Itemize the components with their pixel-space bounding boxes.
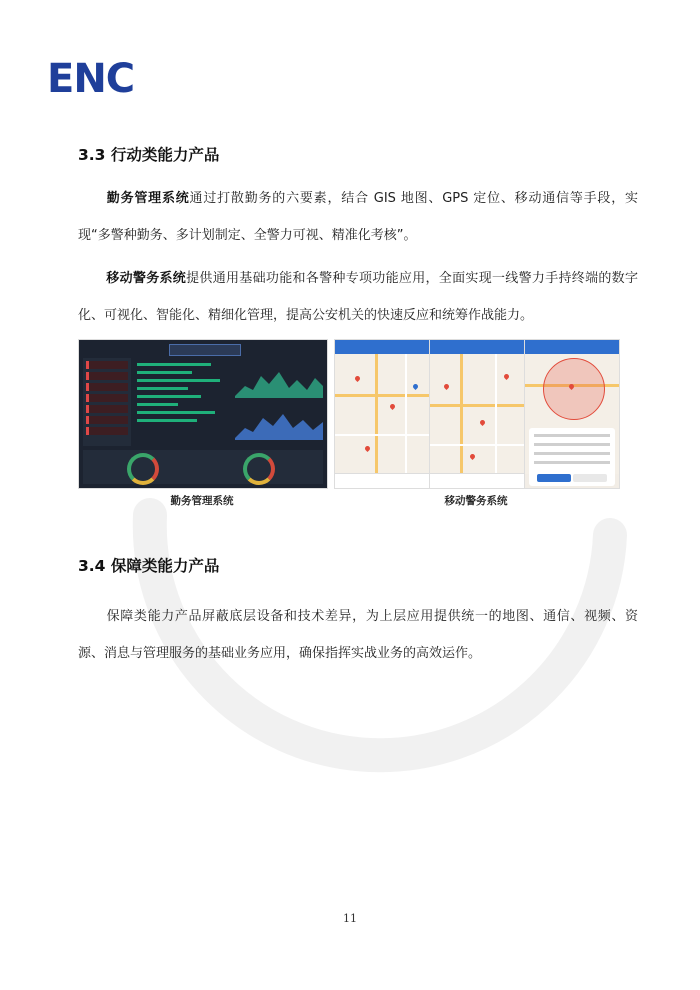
map-view xyxy=(525,354,619,474)
mobile-map-screenshot-2 xyxy=(429,339,525,489)
app-header xyxy=(335,340,429,354)
map-view xyxy=(335,354,429,474)
paragraph-support-products xyxy=(78,598,638,672)
mobile-police-desc: 提供通用基础功能和各警种专项功能应用，全面实现一线警力手持终端的数字化、可视化、智能化、精细化管理，提高公安机关的快速反应和统筹作战能力。 xyxy=(78,271,638,323)
caption-duty-management: 勤务管理系统 xyxy=(170,495,234,507)
dashboard-bars xyxy=(137,358,229,446)
mobile-police-term: 移动警务系统 xyxy=(106,271,187,286)
support-products-desc: 保障类能力产品屏蔽底层设备和技术差异，为上层应用提供统一的地图、通信、视频、资源、消息与管理服务的基础业务应用，确保指挥实战业务的高效运作。 xyxy=(78,609,638,661)
app-header xyxy=(430,340,524,354)
mobile-incident-screenshot xyxy=(524,339,620,489)
app-header xyxy=(525,340,619,354)
donut-chart-1 xyxy=(127,453,159,485)
mobile-map-screenshot-1 xyxy=(334,339,430,489)
section-34-heading: 3.4 保障类能力产品 xyxy=(78,557,220,575)
paragraph-mobile-police xyxy=(78,260,638,334)
page-number: 11 xyxy=(343,912,357,925)
logo xyxy=(47,58,157,100)
incident-card xyxy=(529,428,615,486)
dashboard-title-bar xyxy=(169,344,241,356)
duty-management-term: 勤务管理系统 xyxy=(106,191,190,206)
section-33-heading: 3.3 行动类能力产品 xyxy=(78,146,220,164)
caption-mobile-police: 移动警务系统 xyxy=(444,495,508,507)
dashboard-area-charts xyxy=(235,362,323,442)
duty-management-desc: 通过打散勤务的六要素，结合 GIS 地图、GPS 定位、移动通信等手段，实现“多警种勤务、多计划制定、全警力可视、精准化考核”。 xyxy=(78,191,638,243)
paragraph-duty-management xyxy=(78,180,638,254)
dashboard-bottom-panel xyxy=(83,450,323,484)
duty-dashboard-screenshot xyxy=(78,339,328,489)
dashboard-side-panel xyxy=(83,358,131,446)
donut-chart-2 xyxy=(243,453,275,485)
alert-radius xyxy=(543,358,605,420)
app-tab-bar xyxy=(430,473,524,488)
map-view xyxy=(430,354,524,474)
app-tab-bar xyxy=(335,473,429,488)
logo-text: ENC xyxy=(47,56,135,102)
